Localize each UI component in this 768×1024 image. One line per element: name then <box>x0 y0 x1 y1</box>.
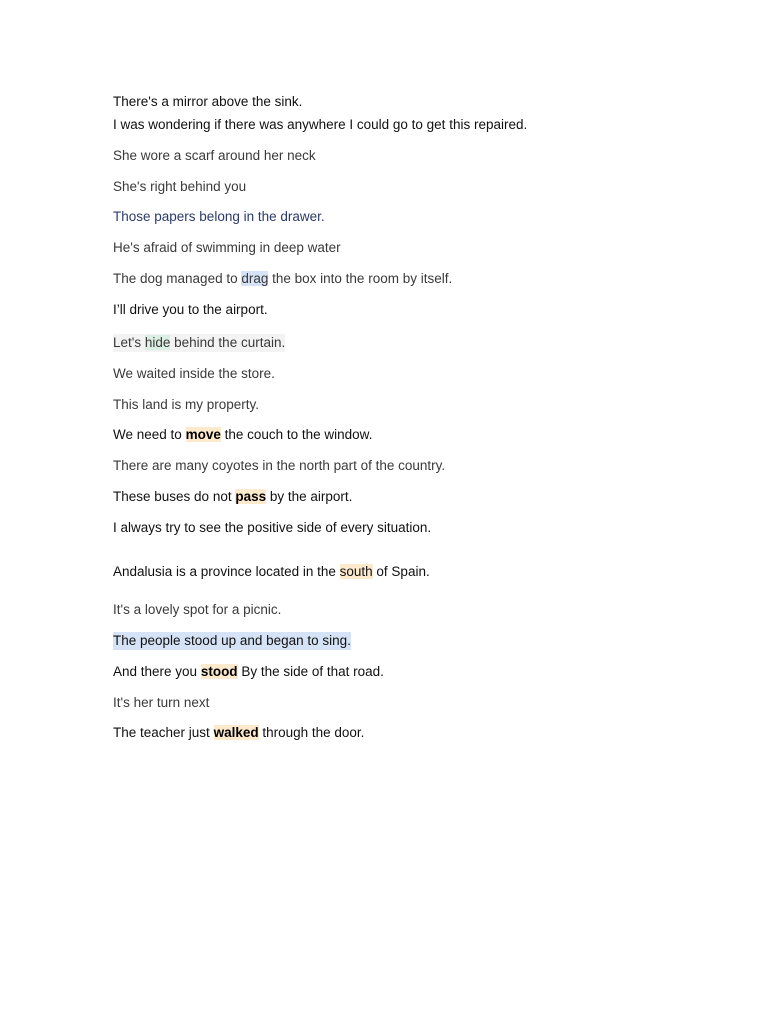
sentence-store <box>113 365 275 383</box>
sentence-text: He's afraid of swimming in deep water <box>113 240 341 255</box>
sentence-text-after: of Spain. <box>372 564 430 579</box>
sentence-text: Those papers belong in the drawer. <box>113 209 325 224</box>
highlighted-word-drag: drag <box>241 271 269 286</box>
sentence-pass <box>113 488 352 506</box>
sentence-behind-you <box>113 178 246 196</box>
sentence-text-after: through the door. <box>258 725 365 740</box>
sentence-scarf <box>113 147 316 165</box>
sentence-text-before: Let's <box>113 335 145 350</box>
sentence-repaired <box>113 116 527 134</box>
sentence-text: We waited inside the store. <box>113 366 275 381</box>
sentence-drawer <box>113 208 325 226</box>
sentence-text: She's right behind you <box>113 179 247 194</box>
sentence-text-before: Andalusia is a province located in the <box>113 564 340 579</box>
sentence-text-before: These buses do not <box>113 489 236 504</box>
highlighted-word-hide: hide <box>144 335 171 350</box>
sentence-text-after: behind the curtain. <box>170 335 286 350</box>
sentence-text-before: The dog managed to <box>113 271 242 286</box>
sentence-text: This land is my property. <box>113 397 260 412</box>
sentence-text: She wore a scarf around her neck <box>113 148 316 163</box>
sentence-text-after: by the airport. <box>266 489 353 504</box>
sentence-text: There's a mirror above the sink. <box>113 94 303 109</box>
sentence-property <box>113 396 259 414</box>
highlighted-word-south: south <box>339 564 373 579</box>
sentence-swimming <box>113 239 341 257</box>
sentence-text: The people stood up and began to sing. <box>113 633 351 648</box>
sentence-text-after: the box into the room by itself. <box>268 271 453 286</box>
sentence-stood <box>113 663 384 681</box>
sentence-text: It's a lovely spot for a picnic. <box>113 602 282 617</box>
highlighted-word-walked: walked <box>213 725 259 740</box>
sentence-south <box>113 563 430 581</box>
sentence-airport-drive <box>113 301 268 319</box>
sentence-sing <box>113 632 351 650</box>
sentence-text-before: The teacher just <box>113 725 214 740</box>
highlighted-word-stood: stood <box>200 664 238 679</box>
highlighted-word-move: move <box>185 427 221 442</box>
sentence-hide <box>113 334 285 352</box>
sentence-text-before: We need to <box>113 427 186 442</box>
sentence-text: I was wondering if there was anywhere I could go to get this repaired. <box>113 117 528 132</box>
sentence-picnic <box>113 601 281 619</box>
sentence-text: There are many coyotes in the north part of the country. <box>113 458 446 473</box>
sentence-mirror <box>113 93 302 111</box>
sentence-move <box>113 426 372 444</box>
sentence-text: I’ll drive you to the airport. <box>113 302 268 317</box>
sentence-turn <box>113 694 209 712</box>
highlighted-word-pass: pass <box>235 489 267 504</box>
sentence-text-after: By the side of that road. <box>237 664 384 679</box>
sentence-positive <box>113 519 431 537</box>
sentence-text-before: And there you <box>113 664 201 679</box>
sentence-text: It's her turn next <box>113 695 210 710</box>
sentence-coyotes <box>113 457 445 475</box>
sentence-text: I always try to see the positive side of every situation. <box>113 520 432 535</box>
sentence-drag <box>113 270 452 288</box>
sentence-text-after: the couch to the window. <box>220 427 373 442</box>
sentence-walked <box>113 724 364 742</box>
